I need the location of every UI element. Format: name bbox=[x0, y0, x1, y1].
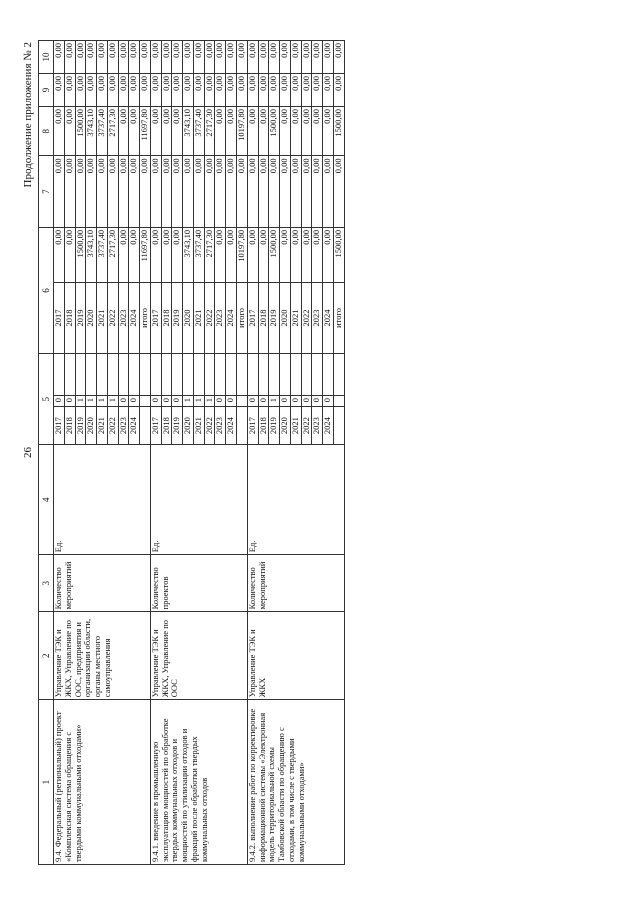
funding-year: 2022 bbox=[107, 282, 118, 353]
funding-local: 0,00 bbox=[204, 74, 215, 107]
funding-year: 2021 bbox=[193, 282, 204, 353]
indicator-year: 2022 bbox=[107, 406, 118, 444]
funding-total: 0,00 bbox=[280, 227, 291, 282]
indicator-value: 0 bbox=[129, 395, 140, 406]
funding-local: 0,00 bbox=[64, 74, 75, 107]
funding-other: 0,00 bbox=[290, 41, 301, 74]
spacer-cell bbox=[86, 354, 97, 396]
funding-year: 2017 bbox=[247, 282, 258, 353]
column-number-2: 2 bbox=[39, 612, 54, 700]
funding-total: 0,00 bbox=[247, 227, 258, 282]
indicator-value: 0 bbox=[150, 395, 161, 406]
spacer-cell bbox=[140, 395, 151, 406]
indicator-year: 2019 bbox=[172, 406, 183, 444]
spacer-cell bbox=[237, 395, 248, 406]
spacer-cell bbox=[333, 406, 344, 444]
spacer-cell bbox=[129, 354, 140, 396]
total-other: 0,00 bbox=[140, 41, 151, 74]
spacer-cell bbox=[140, 406, 151, 444]
indicator-name: Количество мероприятий bbox=[247, 555, 344, 612]
column-number-10: 10 bbox=[39, 41, 54, 74]
total-label: итого bbox=[237, 282, 248, 353]
funding-year: 2018 bbox=[161, 282, 172, 353]
table-row bbox=[54, 41, 65, 865]
spacer-cell bbox=[237, 406, 248, 444]
section-title: 9.4.2. выполнение работ по корректировке информационной системы «Электронная модель территориальной схемы Тамбовской области по обращению с отходами, в том числе с твердыми коммунальными отходами» bbox=[247, 700, 344, 865]
funding-federal: 0,00 bbox=[64, 156, 75, 227]
funding-local: 0,00 bbox=[301, 74, 312, 107]
funding-regional: 0,00 bbox=[215, 106, 226, 155]
funding-year: 2020 bbox=[280, 282, 291, 353]
funding-regional: 0,00 bbox=[54, 106, 65, 155]
indicator-year: 2020 bbox=[86, 406, 97, 444]
funding-federal: 0,00 bbox=[280, 156, 291, 227]
spacer-cell bbox=[97, 354, 108, 396]
funding-total: 3743,10 bbox=[183, 227, 194, 282]
funding-other: 0,00 bbox=[118, 41, 129, 74]
funding-year: 2019 bbox=[172, 282, 183, 353]
funding-year: 2019 bbox=[269, 282, 280, 353]
funding-federal: 0,00 bbox=[290, 156, 301, 227]
funding-other: 0,00 bbox=[129, 41, 140, 74]
spacer-cell bbox=[269, 354, 280, 396]
total-label: итого bbox=[333, 282, 344, 353]
funding-local: 0,00 bbox=[118, 74, 129, 107]
funding-year: 2017 bbox=[150, 282, 161, 353]
funding-local: 0,00 bbox=[183, 74, 194, 107]
funding-local: 0,00 bbox=[86, 74, 97, 107]
indicator-year: 2024 bbox=[323, 406, 334, 444]
funding-year: 2019 bbox=[75, 282, 86, 353]
indicator-year: 2022 bbox=[204, 406, 215, 444]
funding-local: 0,00 bbox=[226, 74, 237, 107]
total-other: 0,00 bbox=[333, 41, 344, 74]
funding-total: 3737,40 bbox=[193, 227, 204, 282]
funding-total: 0,00 bbox=[323, 227, 334, 282]
funding-federal: 0,00 bbox=[54, 156, 65, 227]
funding-regional: 0,00 bbox=[323, 106, 334, 155]
funding-federal: 0,00 bbox=[323, 156, 334, 227]
funding-regional: 1500,00 bbox=[75, 106, 86, 155]
indicator-value: 0 bbox=[280, 395, 291, 406]
spacer-cell bbox=[247, 354, 258, 396]
funding-local: 0,00 bbox=[269, 74, 280, 107]
spacer-cell bbox=[323, 354, 334, 396]
funding-regional: 0,00 bbox=[172, 106, 183, 155]
indicator-value: 0 bbox=[172, 395, 183, 406]
funding-local: 0,00 bbox=[193, 74, 204, 107]
total-regional: 10197,80 bbox=[237, 106, 248, 155]
indicator-value: 1 bbox=[193, 395, 204, 406]
funding-local: 0,00 bbox=[161, 74, 172, 107]
funding-federal: 0,00 bbox=[129, 156, 140, 227]
funding-federal: 0,00 bbox=[247, 156, 258, 227]
funding-total: 1500,00 bbox=[75, 227, 86, 282]
funding-local: 0,00 bbox=[290, 74, 301, 107]
total-funding: 1500,00 bbox=[333, 227, 344, 282]
unit-of-measure: Ед. bbox=[247, 445, 344, 555]
spacer-cell bbox=[118, 354, 129, 396]
funding-other: 0,00 bbox=[247, 41, 258, 74]
column-number-9: 9 bbox=[39, 74, 54, 107]
program-table bbox=[38, 40, 345, 865]
funding-federal: 0,00 bbox=[301, 156, 312, 227]
table-row bbox=[247, 41, 258, 865]
funding-local: 0,00 bbox=[215, 74, 226, 107]
spacer-cell bbox=[301, 354, 312, 396]
indicator-year: 2022 bbox=[301, 406, 312, 444]
funding-other: 0,00 bbox=[204, 41, 215, 74]
total-local: 0,00 bbox=[237, 74, 248, 107]
funding-local: 0,00 bbox=[75, 74, 86, 107]
funding-total: 0,00 bbox=[54, 227, 65, 282]
indicator-value: 1 bbox=[86, 395, 97, 406]
spacer-cell bbox=[226, 354, 237, 396]
funding-other: 0,00 bbox=[226, 41, 237, 74]
funding-year: 2018 bbox=[64, 282, 75, 353]
page-number: 26 bbox=[22, 447, 34, 458]
indicator-year: 2019 bbox=[269, 406, 280, 444]
indicator-value: 0 bbox=[215, 395, 226, 406]
spacer-cell bbox=[172, 354, 183, 396]
table-body bbox=[54, 41, 345, 865]
funding-year: 2022 bbox=[204, 282, 215, 353]
funding-other: 0,00 bbox=[150, 41, 161, 74]
funding-federal: 0,00 bbox=[226, 156, 237, 227]
total-federal: 0,00 bbox=[237, 156, 248, 227]
funding-regional: 0,00 bbox=[118, 106, 129, 155]
funding-regional: 3743,10 bbox=[183, 106, 194, 155]
column-number-1: 1 bbox=[39, 700, 54, 865]
indicator-value: 0 bbox=[312, 395, 323, 406]
funding-total: 0,00 bbox=[258, 227, 269, 282]
funding-regional: 3737,40 bbox=[97, 106, 108, 155]
column-number-8: 8 bbox=[39, 106, 54, 155]
indicator-year: 2024 bbox=[129, 406, 140, 444]
indicator-year: 2017 bbox=[247, 406, 258, 444]
funding-local: 0,00 bbox=[258, 74, 269, 107]
indicator-value: 1 bbox=[204, 395, 215, 406]
column-number-7: 7 bbox=[39, 156, 54, 227]
responsible-executor: Управление ТЭК и ЖКХ bbox=[247, 612, 344, 700]
funding-other: 0,00 bbox=[280, 41, 291, 74]
funding-regional: 3743,10 bbox=[86, 106, 97, 155]
indicator-value: 0 bbox=[247, 395, 258, 406]
funding-other: 0,00 bbox=[312, 41, 323, 74]
total-federal: 0,00 bbox=[333, 156, 344, 227]
spacer-cell bbox=[107, 354, 118, 396]
funding-regional: 0,00 bbox=[247, 106, 258, 155]
funding-federal: 0,00 bbox=[183, 156, 194, 227]
indicator-year: 2021 bbox=[97, 406, 108, 444]
funding-other: 0,00 bbox=[64, 41, 75, 74]
spacer-cell bbox=[280, 354, 291, 396]
funding-federal: 0,00 bbox=[204, 156, 215, 227]
spacer-cell bbox=[204, 354, 215, 396]
spacer-cell bbox=[237, 354, 248, 396]
funding-local: 0,00 bbox=[247, 74, 258, 107]
funding-federal: 0,00 bbox=[75, 156, 86, 227]
indicator-year: 2017 bbox=[150, 406, 161, 444]
funding-federal: 0,00 bbox=[97, 156, 108, 227]
column-number-3: 3 bbox=[39, 555, 54, 612]
funding-total: 0,00 bbox=[290, 227, 301, 282]
indicator-value: 1 bbox=[183, 395, 194, 406]
total-federal: 0,00 bbox=[140, 156, 151, 227]
total-funding: 10197,80 bbox=[237, 227, 248, 282]
indicator-year: 2017 bbox=[54, 406, 65, 444]
responsible-executor: Управление ТЭК и ЖКХ, Управление по ООС, предприятия и организации области, органы местного самоуправления bbox=[54, 612, 151, 700]
spacer-cell bbox=[140, 354, 151, 396]
funding-federal: 0,00 bbox=[312, 156, 323, 227]
total-other: 0,00 bbox=[237, 41, 248, 74]
funding-regional: 0,00 bbox=[150, 106, 161, 155]
funding-year: 2018 bbox=[258, 282, 269, 353]
funding-year: 2017 bbox=[54, 282, 65, 353]
indicator-value: 0 bbox=[161, 395, 172, 406]
funding-regional: 0,00 bbox=[280, 106, 291, 155]
indicator-value: 0 bbox=[226, 395, 237, 406]
funding-total: 0,00 bbox=[64, 227, 75, 282]
indicator-value: 0 bbox=[290, 395, 301, 406]
funding-local: 0,00 bbox=[280, 74, 291, 107]
funding-regional: 0,00 bbox=[226, 106, 237, 155]
funding-total: 0,00 bbox=[301, 227, 312, 282]
total-local: 0,00 bbox=[333, 74, 344, 107]
funding-year: 2024 bbox=[226, 282, 237, 353]
spacer-cell bbox=[75, 354, 86, 396]
funding-year: 2020 bbox=[86, 282, 97, 353]
funding-other: 0,00 bbox=[75, 41, 86, 74]
funding-year: 2024 bbox=[323, 282, 334, 353]
indicator-year: 2018 bbox=[64, 406, 75, 444]
funding-local: 0,00 bbox=[172, 74, 183, 107]
funding-year: 2023 bbox=[312, 282, 323, 353]
indicator-value: 0 bbox=[54, 395, 65, 406]
spacer-cell bbox=[290, 354, 301, 396]
funding-total: 0,00 bbox=[312, 227, 323, 282]
total-local: 0,00 bbox=[140, 74, 151, 107]
funding-other: 0,00 bbox=[269, 41, 280, 74]
indicator-value: 1 bbox=[269, 395, 280, 406]
funding-local: 0,00 bbox=[54, 74, 65, 107]
funding-other: 0,00 bbox=[193, 41, 204, 74]
funding-regional: 0,00 bbox=[312, 106, 323, 155]
funding-year: 2021 bbox=[97, 282, 108, 353]
indicator-name: Количество мероприятий bbox=[54, 555, 151, 612]
funding-local: 0,00 bbox=[312, 74, 323, 107]
column-number-4: 4 bbox=[39, 445, 54, 555]
funding-regional: 0,00 bbox=[301, 106, 312, 155]
funding-federal: 0,00 bbox=[118, 156, 129, 227]
funding-total: 2717,30 bbox=[107, 227, 118, 282]
unit-of-measure: Ед. bbox=[150, 445, 247, 555]
total-funding: 11697,80 bbox=[140, 227, 151, 282]
funding-other: 0,00 bbox=[161, 41, 172, 74]
funding-total: 2717,30 bbox=[204, 227, 215, 282]
indicator-value: 0 bbox=[258, 395, 269, 406]
funding-federal: 0,00 bbox=[258, 156, 269, 227]
funding-total: 0,00 bbox=[226, 227, 237, 282]
funding-federal: 0,00 bbox=[86, 156, 97, 227]
spacer-cell bbox=[258, 354, 269, 396]
funding-regional: 0,00 bbox=[290, 106, 301, 155]
spacer-cell bbox=[312, 354, 323, 396]
funding-other: 0,00 bbox=[215, 41, 226, 74]
funding-year: 2023 bbox=[118, 282, 129, 353]
spacer-cell bbox=[150, 354, 161, 396]
continuation-label: Продолжение приложения № 2 bbox=[22, 42, 34, 188]
spacer-cell bbox=[333, 395, 344, 406]
funding-federal: 0,00 bbox=[161, 156, 172, 227]
funding-other: 0,00 bbox=[54, 41, 65, 74]
indicator-year: 2021 bbox=[290, 406, 301, 444]
funding-year: 2022 bbox=[301, 282, 312, 353]
funding-other: 0,00 bbox=[172, 41, 183, 74]
indicator-value: 0 bbox=[301, 395, 312, 406]
indicator-year: 2023 bbox=[215, 406, 226, 444]
indicator-year: 2020 bbox=[280, 406, 291, 444]
responsible-executor: Управление ТЭК и ЖКХ, Управление по ООС bbox=[150, 612, 247, 700]
section-title: 9.4.1. введение в промышленную эксплуатацию мощностей по обработке твердых коммунальных отходов и мощностей по утилизации отходов и фракций после обработки твердых коммунальных отходов bbox=[150, 700, 247, 865]
funding-total: 3737,40 bbox=[97, 227, 108, 282]
funding-federal: 0,00 bbox=[269, 156, 280, 227]
funding-other: 0,00 bbox=[107, 41, 118, 74]
indicator-name: Количество проектов bbox=[150, 555, 247, 612]
indicator-value: 0 bbox=[64, 395, 75, 406]
table-row bbox=[150, 41, 161, 865]
funding-local: 0,00 bbox=[323, 74, 334, 107]
column-number-row bbox=[39, 41, 54, 865]
funding-other: 0,00 bbox=[301, 41, 312, 74]
funding-local: 0,00 bbox=[97, 74, 108, 107]
indicator-year: 2023 bbox=[118, 406, 129, 444]
funding-other: 0,00 bbox=[86, 41, 97, 74]
column-number-5: 5 bbox=[39, 354, 54, 445]
funding-year: 2024 bbox=[129, 282, 140, 353]
funding-local: 0,00 bbox=[150, 74, 161, 107]
funding-federal: 0,00 bbox=[193, 156, 204, 227]
funding-year: 2021 bbox=[290, 282, 301, 353]
indicator-value: 1 bbox=[97, 395, 108, 406]
funding-regional: 0,00 bbox=[64, 106, 75, 155]
indicator-year: 2024 bbox=[226, 406, 237, 444]
funding-regional: 2717,30 bbox=[204, 106, 215, 155]
funding-total: 0,00 bbox=[172, 227, 183, 282]
funding-regional: 0,00 bbox=[161, 106, 172, 155]
spacer-cell bbox=[333, 354, 344, 396]
total-label: итого bbox=[140, 282, 151, 353]
funding-local: 0,00 bbox=[107, 74, 118, 107]
funding-regional: 3737,40 bbox=[193, 106, 204, 155]
funding-other: 0,00 bbox=[323, 41, 334, 74]
funding-other: 0,00 bbox=[183, 41, 194, 74]
funding-local: 0,00 bbox=[129, 74, 140, 107]
funding-federal: 0,00 bbox=[107, 156, 118, 227]
indicator-value: 0 bbox=[118, 395, 129, 406]
funding-total: 3743,10 bbox=[86, 227, 97, 282]
spacer-cell bbox=[215, 354, 226, 396]
indicator-year: 2021 bbox=[193, 406, 204, 444]
indicator-year: 2019 bbox=[75, 406, 86, 444]
funding-regional: 0,00 bbox=[258, 106, 269, 155]
spacer-cell bbox=[183, 354, 194, 396]
funding-federal: 0,00 bbox=[215, 156, 226, 227]
funding-total: 0,00 bbox=[215, 227, 226, 282]
indicator-value: 1 bbox=[75, 395, 86, 406]
funding-total: 0,00 bbox=[150, 227, 161, 282]
spacer-cell bbox=[54, 354, 65, 396]
total-regional: 1500,00 bbox=[333, 106, 344, 155]
funding-regional: 2717,30 bbox=[107, 106, 118, 155]
funding-total: 0,00 bbox=[118, 227, 129, 282]
funding-federal: 0,00 bbox=[150, 156, 161, 227]
funding-total: 0,00 bbox=[129, 227, 140, 282]
total-regional: 11697,80 bbox=[140, 106, 151, 155]
funding-year: 2023 bbox=[215, 282, 226, 353]
funding-regional: 0,00 bbox=[129, 106, 140, 155]
funding-federal: 0,00 bbox=[172, 156, 183, 227]
spacer-cell bbox=[193, 354, 204, 396]
indicator-year: 2018 bbox=[258, 406, 269, 444]
section-title: 9.4. Федеральный (региональный) проект «Комплексная система обращения с твердыми коммунальными отходами» bbox=[54, 700, 151, 865]
indicator-year: 2020 bbox=[183, 406, 194, 444]
indicator-value: 0 bbox=[323, 395, 334, 406]
column-number-6: 6 bbox=[39, 227, 54, 353]
unit-of-measure: Ед. bbox=[54, 445, 151, 555]
funding-other: 0,00 bbox=[258, 41, 269, 74]
indicator-value: 1 bbox=[107, 395, 118, 406]
spacer-cell bbox=[64, 354, 75, 396]
funding-other: 0,00 bbox=[97, 41, 108, 74]
spacer-cell bbox=[161, 354, 172, 396]
funding-total: 1500,00 bbox=[269, 227, 280, 282]
indicator-year: 2018 bbox=[161, 406, 172, 444]
indicator-year: 2023 bbox=[312, 406, 323, 444]
funding-year: 2020 bbox=[183, 282, 194, 353]
funding-regional: 1500,00 bbox=[269, 106, 280, 155]
funding-total: 0,00 bbox=[161, 227, 172, 282]
